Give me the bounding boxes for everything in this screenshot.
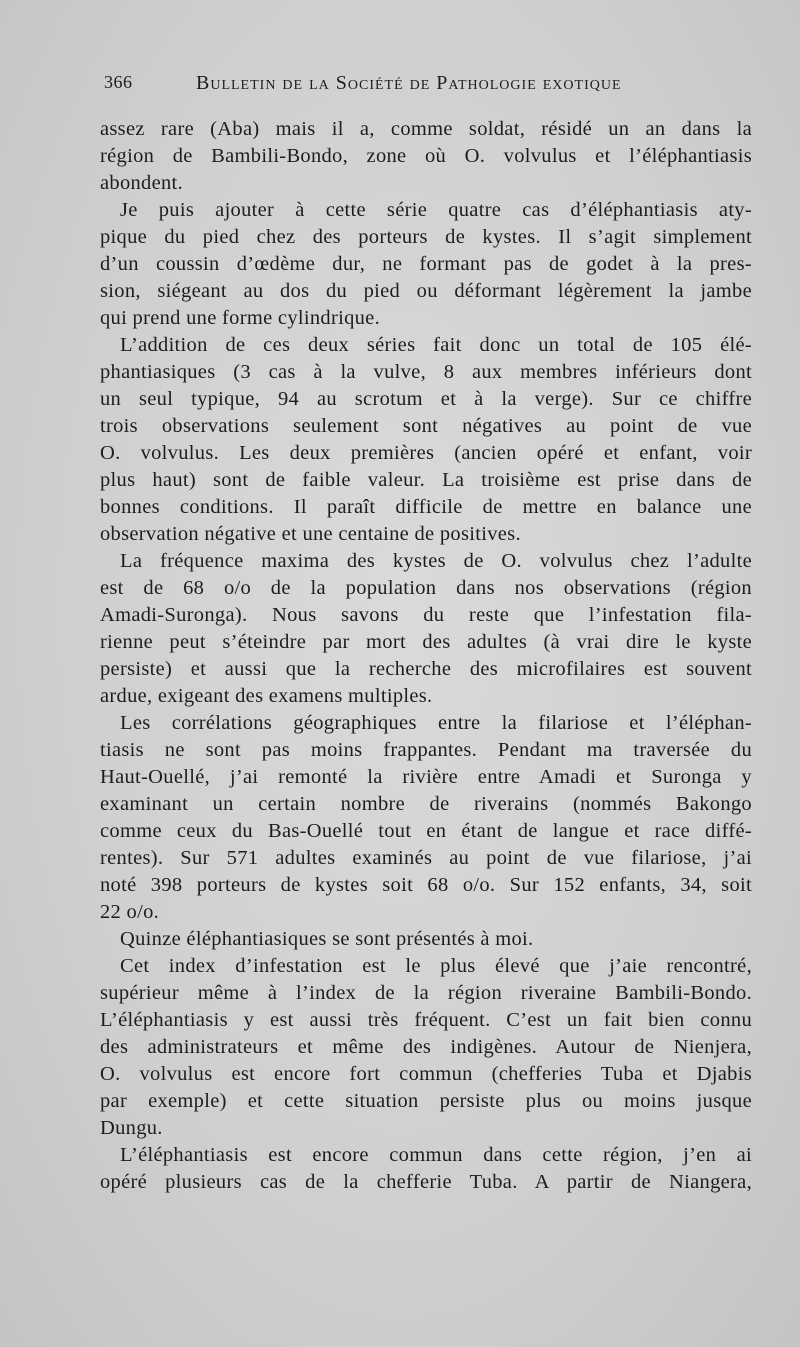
journal-title: Bulletin de la Société de Pathologie exotique: [196, 72, 622, 94]
text-line: observation négative et une centaine de positives.: [100, 523, 521, 545]
text-line: La fréquence maxima des kystes de O. volvulus chez l’adulte: [120, 550, 752, 572]
text-line: L’éléphantiasis est encore commun dans cette région, j’en ai: [120, 1144, 752, 1166]
text-line: Cet index d’infestation est le plus élevé que j’aie rencontré,: [120, 955, 752, 977]
text-line: examinant un certain nombre de riverains (nommés Bakongo: [100, 793, 752, 815]
text-line: O. volvulus. Les deux premières (ancien opéré et enfant, voir: [100, 442, 752, 464]
text-line: noté 398 porteurs de kystes soit 68 o/o. Sur 152 enfants, 34, soit: [100, 874, 752, 896]
text-line: Amadi-Suronga). Nous savons du reste que l’infestation fila-: [100, 604, 752, 626]
body-text: [100, 116, 752, 1196]
text-line: assez rare (Aba) mais il a, comme soldat, résidé un an dans la: [100, 118, 752, 140]
text-line: des administrateurs et même des indigènes. Autour de Nienjera,: [100, 1036, 752, 1058]
text-line: L’éléphantiasis y est aussi très fréquent. C’est un fait bien connu: [100, 1009, 752, 1031]
text-line: région de Bambili-Bondo, zone où O. volvulus et l’éléphantiasis: [100, 145, 752, 167]
text-line: par exemple) et cette situation persiste plus ou moins jusque: [100, 1090, 752, 1112]
text-line: phantiasiques (3 cas à la vulve, 8 aux membres inférieurs dont: [100, 361, 752, 383]
text-line: plus haut) sont de faible valeur. La troisième est prise dans de: [100, 469, 752, 491]
text-line: opéré plusieurs cas de la chefferie Tuba. A partir de Niangera,: [100, 1171, 752, 1193]
text-line: trois observations seulement sont négatives au point de vue: [100, 415, 752, 437]
text-line: rentes). Sur 571 adultes examinés au point de vue filariose, j’ai: [100, 847, 752, 869]
text-line: sion, siégeant au dos du pied ou déformant légèrement la jambe: [100, 280, 752, 302]
text-line: Haut-Ouellé, j’ai remonté la rivière entre Amadi et Suronga y: [100, 766, 752, 788]
text-line: est de 68 o/o de la population dans nos observations (région: [100, 577, 752, 599]
text-line: qui prend une forme cylindrique.: [100, 307, 381, 329]
text-line: Les corrélations géographiques entre la filariose et l’éléphan-: [120, 712, 752, 734]
text-line: Je puis ajouter à cette série quatre cas d’éléphantiasis aty-: [120, 199, 752, 221]
text-line: supérieur même à l’index de la région riveraine Bambili-Bondo.: [100, 982, 752, 1004]
text-line: pique du pied chez des porteurs de kystes. Il s’agit simplement: [100, 226, 752, 248]
text-line: abondent.: [100, 172, 183, 194]
text-line: tiasis ne sont pas moins frappantes. Pendant ma traversée du: [100, 739, 752, 761]
text-line: rienne peut s’éteindre par mort des adultes (à vrai dire le kyste: [100, 631, 752, 653]
text-line: persiste) et aussi que la recherche des microfilaires est souvent: [100, 658, 752, 680]
running-head: [100, 72, 740, 102]
text-line: d’un coussin d’œdème dur, ne formant pas de godet à la pres-: [100, 253, 752, 275]
text-line: O. volvulus est encore fort commun (chefferies Tuba et Djabis: [100, 1063, 752, 1085]
text-line: comme ceux du Bas-Ouellé tout en étant de langue et race diffé-: [100, 820, 752, 842]
text-line: 22 o/o.: [100, 901, 160, 923]
text-line: un seul typique, 94 au scrotum et à la verge). Sur ce chiffre: [100, 388, 752, 410]
text-line: ardue, exigeant des examens multiples.: [100, 685, 433, 707]
text-line: Quinze éléphantiasiques se sont présentés à moi.: [120, 928, 534, 950]
text-line: Dungu.: [100, 1117, 163, 1139]
page-number: 366: [104, 72, 133, 92]
text-line: L’addition de ces deux séries fait donc un total de 105 élé-: [120, 334, 752, 356]
text-line: bonnes conditions. Il paraît difficile de mettre en balance une: [100, 496, 752, 518]
